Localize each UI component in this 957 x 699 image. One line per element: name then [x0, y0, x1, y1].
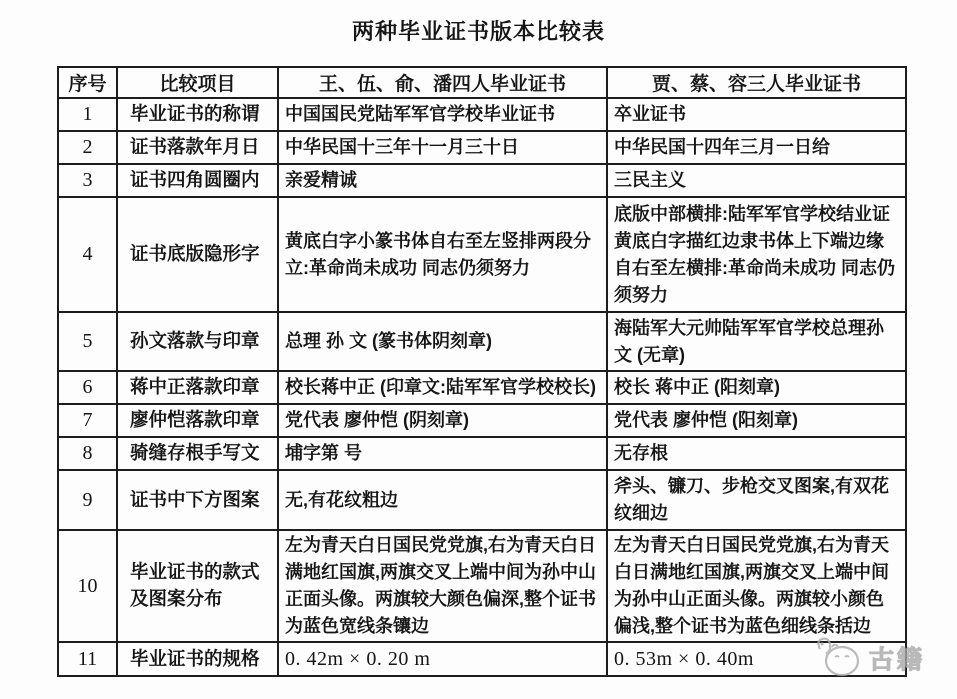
- cell-cert-three: 无存根: [607, 437, 906, 470]
- table-row: [58, 470, 906, 530]
- cell-item: 孙文落款与印章: [117, 312, 278, 371]
- cell-cert-three: 底版中部横排:陆军军官学校结业证黄底白字描红边隶书体上下端边缘自右至左横排:革命尚未成功 同志仍须努力: [607, 197, 906, 312]
- cell-cert-four: 亲爱精诚: [278, 164, 607, 197]
- header-comparison-item: 比较项目: [117, 67, 278, 98]
- cell-serial: 3: [58, 164, 117, 197]
- cell-serial: 7: [58, 404, 117, 437]
- cell-cert-four: 左为青天白日国民党党旗,右为青天白日满地红国旗,两旗交叉上端中间为孙中山正面头像。两旗较大颜色偏深,整个证书为蓝色宽线条镶边: [278, 530, 607, 642]
- cell-cert-three: 中华民国十四年三月一日给: [607, 131, 906, 164]
- header-cert-four-people: 王、伍、俞、潘四人毕业证书: [278, 67, 607, 98]
- cell-item: 毕业证书的款式及图案分布: [117, 530, 278, 642]
- table-row: [58, 98, 906, 131]
- cell-cert-four: 校长蒋中正 (印章文:陆军军官学校校长): [278, 371, 607, 404]
- watermark-text: 古籍: [869, 646, 926, 674]
- cell-cert-four: 中国国民党陆军军官学校毕业证书: [278, 98, 607, 131]
- cell-cert-three: 校长 蒋中正 (阳刻章): [607, 371, 906, 404]
- cell-item: 证书底版隐形字: [117, 197, 278, 312]
- cell-cert-three: 卒业证书: [607, 98, 906, 131]
- cell-serial: 2: [58, 131, 117, 164]
- cell-serial: 9: [58, 470, 117, 530]
- table-row: [58, 197, 906, 312]
- cell-serial: 1: [58, 98, 117, 131]
- cell-item: 骑缝存根手写文: [117, 437, 278, 470]
- page-title: 两种毕业证书版本比较表: [351, 19, 605, 44]
- cell-cert-three: 左为青天白日国民党党旗,右为青天白日满地红国旗,两旗交叉上端中间为孙中山正面头像。两旗较小颜色偏浅,整个证书为蓝色细线条括边: [607, 530, 906, 642]
- cell-item: 毕业证书的规格: [117, 642, 278, 676]
- table-row: [58, 530, 906, 642]
- cell-cert-three: 斧头、镰刀、步枪交叉图案,有双花纹细边: [607, 470, 906, 530]
- cell-cert-four: 0. 42m × 0. 20 m: [278, 642, 607, 676]
- cell-item: 证书落款年月日: [117, 131, 278, 164]
- table-row: [58, 437, 906, 470]
- cell-cert-three: 三民主义: [607, 164, 906, 197]
- header-serial-number: 序号: [58, 67, 117, 98]
- cell-cert-three: 海陆军大元帅陆军军官学校总理孙文 (无章): [607, 312, 906, 371]
- table-row: [58, 371, 906, 404]
- cell-item: 蒋中正落款印章: [117, 371, 278, 404]
- cell-serial: 4: [58, 197, 117, 312]
- cell-cert-four: 中华民国十三年十一月三十日: [278, 131, 607, 164]
- cell-cert-three: 0. 53m × 0. 40m: [607, 642, 906, 676]
- cell-item: 毕业证书的称谓: [117, 98, 278, 131]
- cell-item: 证书四角圆圈内: [117, 164, 278, 197]
- cell-cert-four: 黄底白字小篆书体自右至左竖排两段分立:革命尚未成功 同志仍须努力: [278, 197, 607, 312]
- comparison-table: [57, 66, 907, 677]
- cell-serial: 8: [58, 437, 117, 470]
- cell-cert-four: 埔字第 号: [278, 437, 607, 470]
- cell-serial: 6: [58, 371, 117, 404]
- cell-item: 廖仲恺落款印章: [117, 404, 278, 437]
- table-header-row: [58, 67, 906, 98]
- cell-cert-four: 无,有花纹粗边: [278, 470, 607, 530]
- table-row: [58, 642, 906, 676]
- table-row: [58, 312, 906, 371]
- cell-item: 证书中下方图案: [117, 470, 278, 530]
- cell-cert-four: 党代表 廖仲恺 (阴刻章): [278, 404, 607, 437]
- cell-serial: 11: [58, 642, 117, 676]
- cell-serial: 5: [58, 312, 117, 371]
- cell-cert-three: 党代表 廖仲恺 (阳刻章): [607, 404, 906, 437]
- header-cert-three-people: 贾、蔡、容三人毕业证书: [607, 67, 906, 98]
- cell-serial: 10: [58, 530, 117, 642]
- table-row: [58, 131, 906, 164]
- table-row: [58, 164, 906, 197]
- table-row: [58, 404, 906, 437]
- cell-cert-four: 总理 孙 文 (篆书体阴刻章): [278, 312, 607, 371]
